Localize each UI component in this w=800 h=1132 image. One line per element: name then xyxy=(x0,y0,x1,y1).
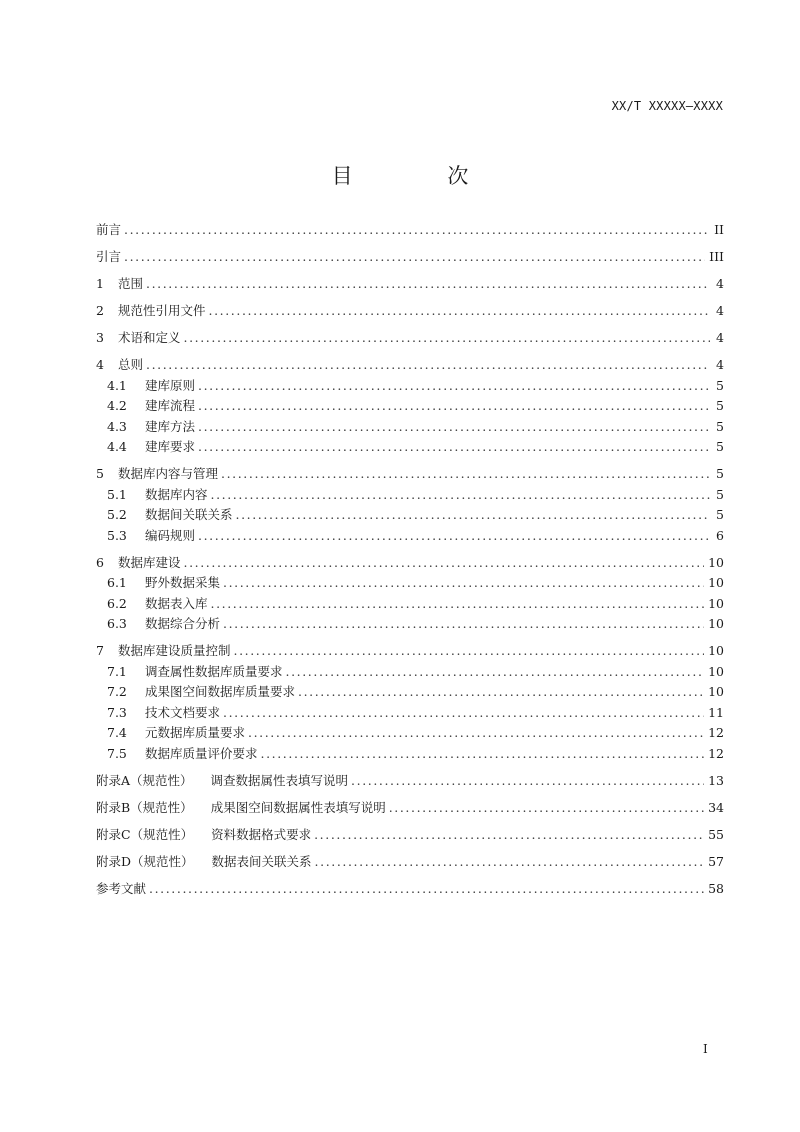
toc-entry-label: 数据库建设 xyxy=(118,554,181,570)
toc-entry-3[interactable] xyxy=(96,328,724,349)
toc-entry-number: 7.3 xyxy=(107,704,127,720)
toc-entry-number: 7.4 xyxy=(107,725,127,740)
toc-entry-7-5[interactable] xyxy=(96,744,724,765)
toc-entry-page: 12 xyxy=(708,745,724,761)
toc-leader-dots xyxy=(146,274,710,295)
toc-entry-label: 建库流程 xyxy=(145,398,196,413)
toc-entry-page: 58 xyxy=(708,880,724,896)
toc-entry-number: 7.2 xyxy=(107,684,127,699)
toc-entry-page: 10 xyxy=(708,663,724,679)
toc-entry-number: 2 xyxy=(96,303,104,318)
toc-entry-page: II xyxy=(714,222,724,237)
toc-entry-number: 6 xyxy=(96,554,104,570)
toc-entry-label: 成果图空间数据库质量要求 xyxy=(145,684,296,699)
toc-entry-number: 4.1 xyxy=(107,377,127,393)
toc-entry-page: 4 xyxy=(716,276,724,291)
toc-entry-label: 编码规则 xyxy=(145,527,196,543)
toc-entry-page: 10 xyxy=(708,684,724,699)
toc-entry-5-1[interactable] xyxy=(96,485,724,506)
toc-entry-appendix-d[interactable] xyxy=(96,852,724,873)
toc-entry-label: 数据综合分析 xyxy=(145,616,221,631)
toc-entry-page: 55 xyxy=(708,826,724,842)
toc-entry-label: 总则 xyxy=(118,357,144,372)
toc-entry-number: 4 xyxy=(96,357,104,372)
toc-entry-appendix-c[interactable] xyxy=(96,825,724,846)
toc-entry-page: 5 xyxy=(716,377,724,393)
toc-entry-label: 建库原则 xyxy=(145,377,196,393)
toc-entry-page: 13 xyxy=(708,772,724,788)
toc-entry-label: 元数据库质量要求 xyxy=(145,725,246,740)
toc-leader-dots xyxy=(198,437,710,458)
toc-leader-dots xyxy=(184,553,705,574)
toc-entry-label: 引言 xyxy=(96,249,122,264)
toc-entry-label: 前言 xyxy=(96,222,122,237)
toc-leader-dots xyxy=(223,573,704,594)
toc-entry-label: 术语和定义 xyxy=(118,330,181,345)
toc-entry-number: 4.3 xyxy=(107,418,127,434)
toc-entry-label: 参考文献 xyxy=(96,880,147,896)
toc-entry-number: 附录A（规范性） xyxy=(96,772,193,788)
toc-entry-page: 10 xyxy=(708,554,724,570)
toc-entry-page: 10 xyxy=(708,643,724,658)
toc-leader-dots xyxy=(298,682,704,703)
toc-entry-page: 4 xyxy=(716,303,724,318)
toc-entry-1[interactable] xyxy=(96,274,724,295)
toc-entry-page: 10 xyxy=(708,595,724,611)
toc-entry-7-1[interactable] xyxy=(96,662,724,683)
toc-entry-4-3[interactable] xyxy=(96,417,724,438)
toc-entry-label: 数据间关联关系 xyxy=(145,507,233,522)
toc-entry-page: 4 xyxy=(716,330,724,345)
toc-entry-5-3[interactable] xyxy=(96,526,724,547)
toc-entry-page: 10 xyxy=(708,575,724,590)
toc-entry-page: 11 xyxy=(708,704,724,720)
toc-entry-label: 数据库建设质量控制 xyxy=(118,643,231,658)
toc-entry-page: 10 xyxy=(708,616,724,631)
toc-entry-number: 7.1 xyxy=(107,663,127,679)
toc-entry-number: 6.1 xyxy=(107,575,127,590)
toc-entry-page: 5 xyxy=(716,507,724,522)
toc-leader-dots xyxy=(198,526,710,547)
toc-entry-page: 57 xyxy=(708,853,724,869)
toc-entry-number: 7 xyxy=(96,643,104,658)
toc-leader-dots xyxy=(149,879,704,900)
toc-entry-number: 附录B（规范性） xyxy=(96,799,193,815)
toc-leader-dots xyxy=(389,798,704,819)
toc-entry-label: 数据表入库 xyxy=(145,595,208,611)
toc-entry-number: 5.3 xyxy=(107,527,127,543)
toc-entry-4-1[interactable] xyxy=(96,376,724,397)
toc-entry-7-3[interactable] xyxy=(96,703,724,724)
toc-entry-label: 野外数据采集 xyxy=(145,575,221,590)
toc-entry-label: 调查数据属性表填写说明 xyxy=(210,772,349,788)
toc-entry-label: 数据表间关联关系 xyxy=(211,853,312,869)
toc-entry-number: 5.2 xyxy=(107,507,127,522)
toc-leader-dots xyxy=(223,614,704,635)
toc-entry-label: 成果图空间数据属性表填写说明 xyxy=(210,799,386,815)
toc-entry-7-2[interactable] xyxy=(96,682,724,703)
toc-leader-dots xyxy=(315,852,705,873)
toc-entry-page: 4 xyxy=(716,357,724,372)
toc-entry-label: 建库方法 xyxy=(145,418,196,434)
toc-entry-references[interactable] xyxy=(96,879,724,900)
toc-leader-dots xyxy=(124,220,710,241)
toc-entry-6-3[interactable] xyxy=(96,614,724,635)
toc-entry-number: 1 xyxy=(96,276,104,291)
toc-leader-dots xyxy=(146,355,710,376)
toc-entry-page: 5 xyxy=(716,418,724,434)
toc-entry-number: 5 xyxy=(96,466,104,481)
toc-leader-dots xyxy=(234,641,705,662)
toc-leader-dots xyxy=(314,825,704,846)
toc-entry-label: 范围 xyxy=(118,276,144,291)
toc-entry-number: 5.1 xyxy=(107,486,127,502)
toc-entry-2[interactable] xyxy=(96,301,724,322)
toc-entry-number: 6.3 xyxy=(107,616,127,631)
toc-entry-5[interactable] xyxy=(96,464,724,485)
toc-entry-appendix-a[interactable] xyxy=(96,771,724,792)
toc-title: 目 次 xyxy=(331,164,513,188)
toc-entry-4-4[interactable] xyxy=(96,437,724,458)
toc-entry-7-4[interactable] xyxy=(96,723,724,744)
toc-entry-number: 6.2 xyxy=(107,595,127,611)
toc-entry-page: III xyxy=(709,249,724,264)
toc-leader-dots xyxy=(236,505,710,526)
toc-entry-6-1[interactable] xyxy=(96,573,724,594)
toc-entry-label: 规范性引用文件 xyxy=(118,303,206,318)
toc-leader-dots xyxy=(351,771,704,792)
toc-leader-dots xyxy=(211,485,710,506)
toc-entry-4[interactable] xyxy=(96,355,724,376)
toc-entry-page: 12 xyxy=(708,725,724,740)
toc-entry-5-2[interactable] xyxy=(96,505,724,526)
toc-leader-dots xyxy=(286,662,705,683)
toc-leader-dots xyxy=(124,247,705,268)
page-number: I xyxy=(703,1042,708,1056)
toc-entry-6-2[interactable] xyxy=(96,594,724,615)
toc-leader-dots xyxy=(184,328,710,349)
toc-entry-page: 5 xyxy=(716,398,724,413)
toc-entry-label: 调查属性数据库质量要求 xyxy=(145,663,283,679)
toc-entry-number: 附录C（规范性） xyxy=(96,826,194,842)
toc-entry-label: 技术文档要求 xyxy=(145,704,221,720)
toc-entry-introduction[interactable] xyxy=(96,247,724,268)
toc-entry-label: 数据库质量评价要求 xyxy=(145,745,258,761)
toc-entry-foreword[interactable] xyxy=(96,220,724,241)
toc-entry-label: 资料数据格式要求 xyxy=(211,826,312,842)
toc-leader-dots xyxy=(223,703,704,724)
toc-entry-number: 3 xyxy=(96,330,104,345)
document-code: XX/T XXXXX—XXXX xyxy=(611,99,723,113)
toc-entry-page: 34 xyxy=(708,799,724,815)
toc-leader-dots xyxy=(198,396,710,417)
toc-entry-6[interactable] xyxy=(96,553,724,574)
toc-entry-4-2[interactable] xyxy=(96,396,724,417)
toc-entry-number: 7.5 xyxy=(107,745,127,761)
toc-leader-dots xyxy=(209,301,710,322)
toc-entry-7[interactable] xyxy=(96,641,724,662)
toc-entry-number: 附录D（规范性） xyxy=(96,853,194,869)
toc-entry-label: 数据库内容与管理 xyxy=(118,466,219,481)
toc-leader-dots xyxy=(261,744,705,765)
toc-leader-dots xyxy=(198,376,710,397)
toc-entry-page: 5 xyxy=(716,486,724,502)
toc-entry-label: 数据库内容 xyxy=(145,486,208,502)
toc-entry-label: 建库要求 xyxy=(145,439,196,454)
toc-entry-number: 4.4 xyxy=(107,439,127,454)
toc-leader-dots xyxy=(211,594,705,615)
toc-entry-page: 5 xyxy=(716,439,724,454)
toc-entry-page: 6 xyxy=(716,527,724,543)
toc-leader-dots xyxy=(248,723,704,744)
toc-entry-page: 5 xyxy=(716,466,724,481)
toc-leader-dots xyxy=(198,417,710,438)
toc-entry-number: 4.2 xyxy=(107,398,127,413)
toc-leader-dots xyxy=(221,464,710,485)
toc-entry-appendix-b[interactable] xyxy=(96,798,724,819)
table-of-contents xyxy=(96,220,724,899)
